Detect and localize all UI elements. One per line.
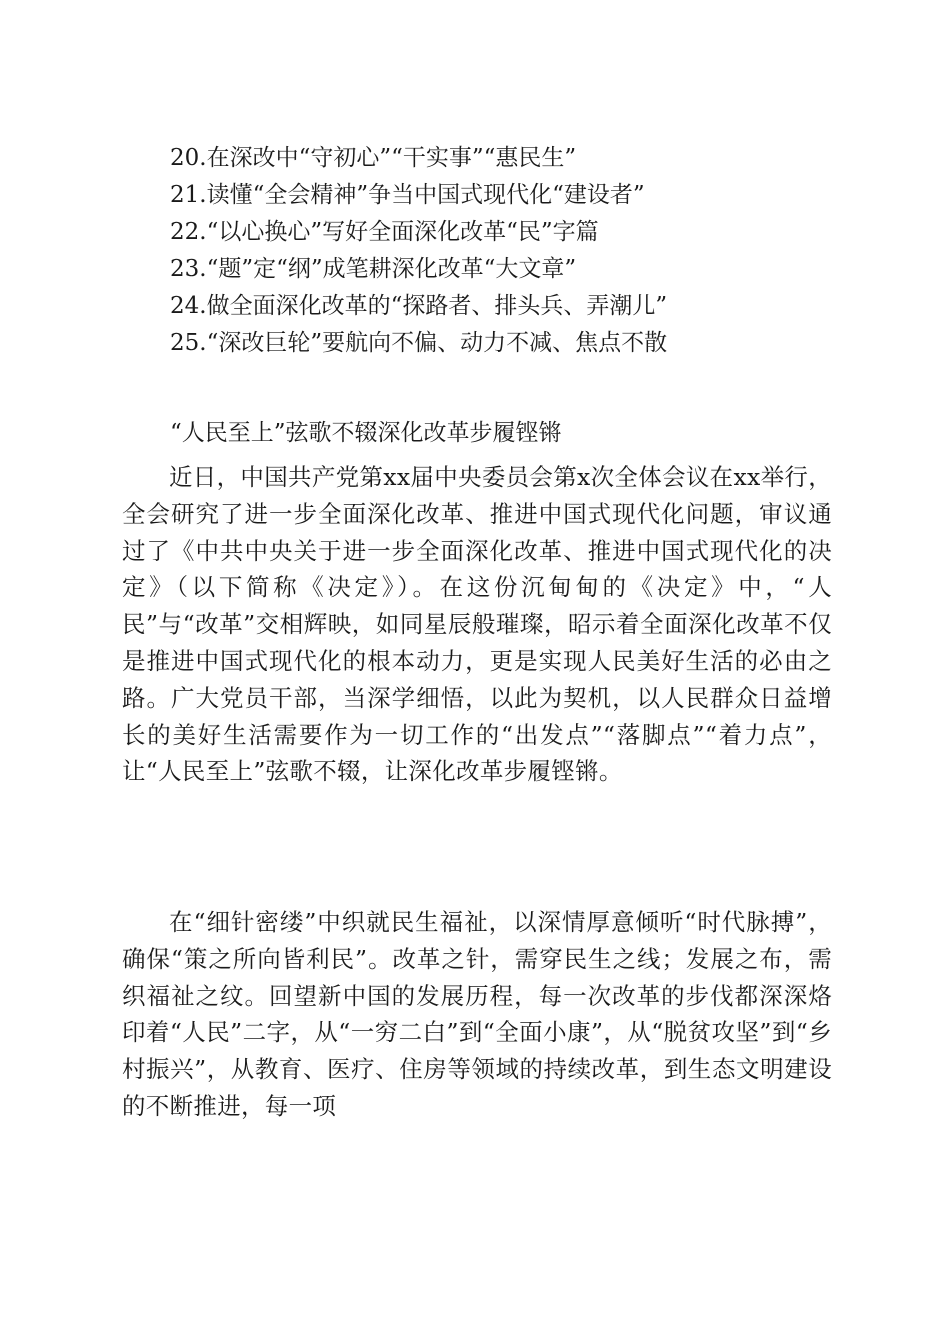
list-item: 22.“以心换心”写好全面深化改革“民”字篇 bbox=[170, 219, 599, 245]
list-item: 20.在深改中“守初心”“干实事”“惠民生” bbox=[170, 145, 577, 171]
article-paragraph-1: 近日，中国共产党第xx届中央委员会第x次全体会议在xx举行，全会研究了进一步全面深化改革、推进中国式现代化问题，审议通过了《中共中央关于进一步全面深化改革、推进中国式现代化的决定》（以下简称《决定》）。在这份沉甸甸的《决定》中，“人民”与“改革”交相辉映，如同星辰般璀璨，昭示着全面深化改革不仅是推进中国式现代化的根本动力，更是实现人民美好生活的必由之路。广大党员干部，当深学细悟，以此为契机，以人民群众日益增长的美好生活需要作为一切工作的“出发点”“落脚点”“着力点”，让“人民至上”弦歌不辍，让深化改革步履铿锵。 bbox=[122, 463, 832, 786]
article-title: “人民至上”弦歌不辍深化改革步履铿锵 bbox=[170, 420, 562, 446]
list-item: 24.做全面深化改革的“探路者、排头兵、弄潮儿” bbox=[170, 293, 668, 319]
list-item: 25.“深改巨轮”要航向不偏、动力不减、焦点不散 bbox=[170, 330, 668, 356]
list-item: 23.“题”定“纲”成笔耕深化改革“大文章” bbox=[170, 256, 577, 282]
list-item: 21.读懂“全会精神”争当中国式现代化“建设者” bbox=[170, 182, 645, 208]
article-paragraph-2: 在“细针密缕”中织就民生福祉，以深情厚意倾听“时代脉搏”，确保“策之所向皆利民”。改革之针，需穿民生之线；发展之布，需织福祉之纹。回望新中国的发展历程，每一次改革的步伐都深深烙印着“人民”二字，从“一穷二白”到“全面小康”，从“脱贫攻坚”到“乡村振兴”，从教育、医疗、住房等领域的持续改革，到生态文明建设的不断推进，每一项 bbox=[122, 908, 832, 1120]
title-list bbox=[170, 140, 870, 362]
